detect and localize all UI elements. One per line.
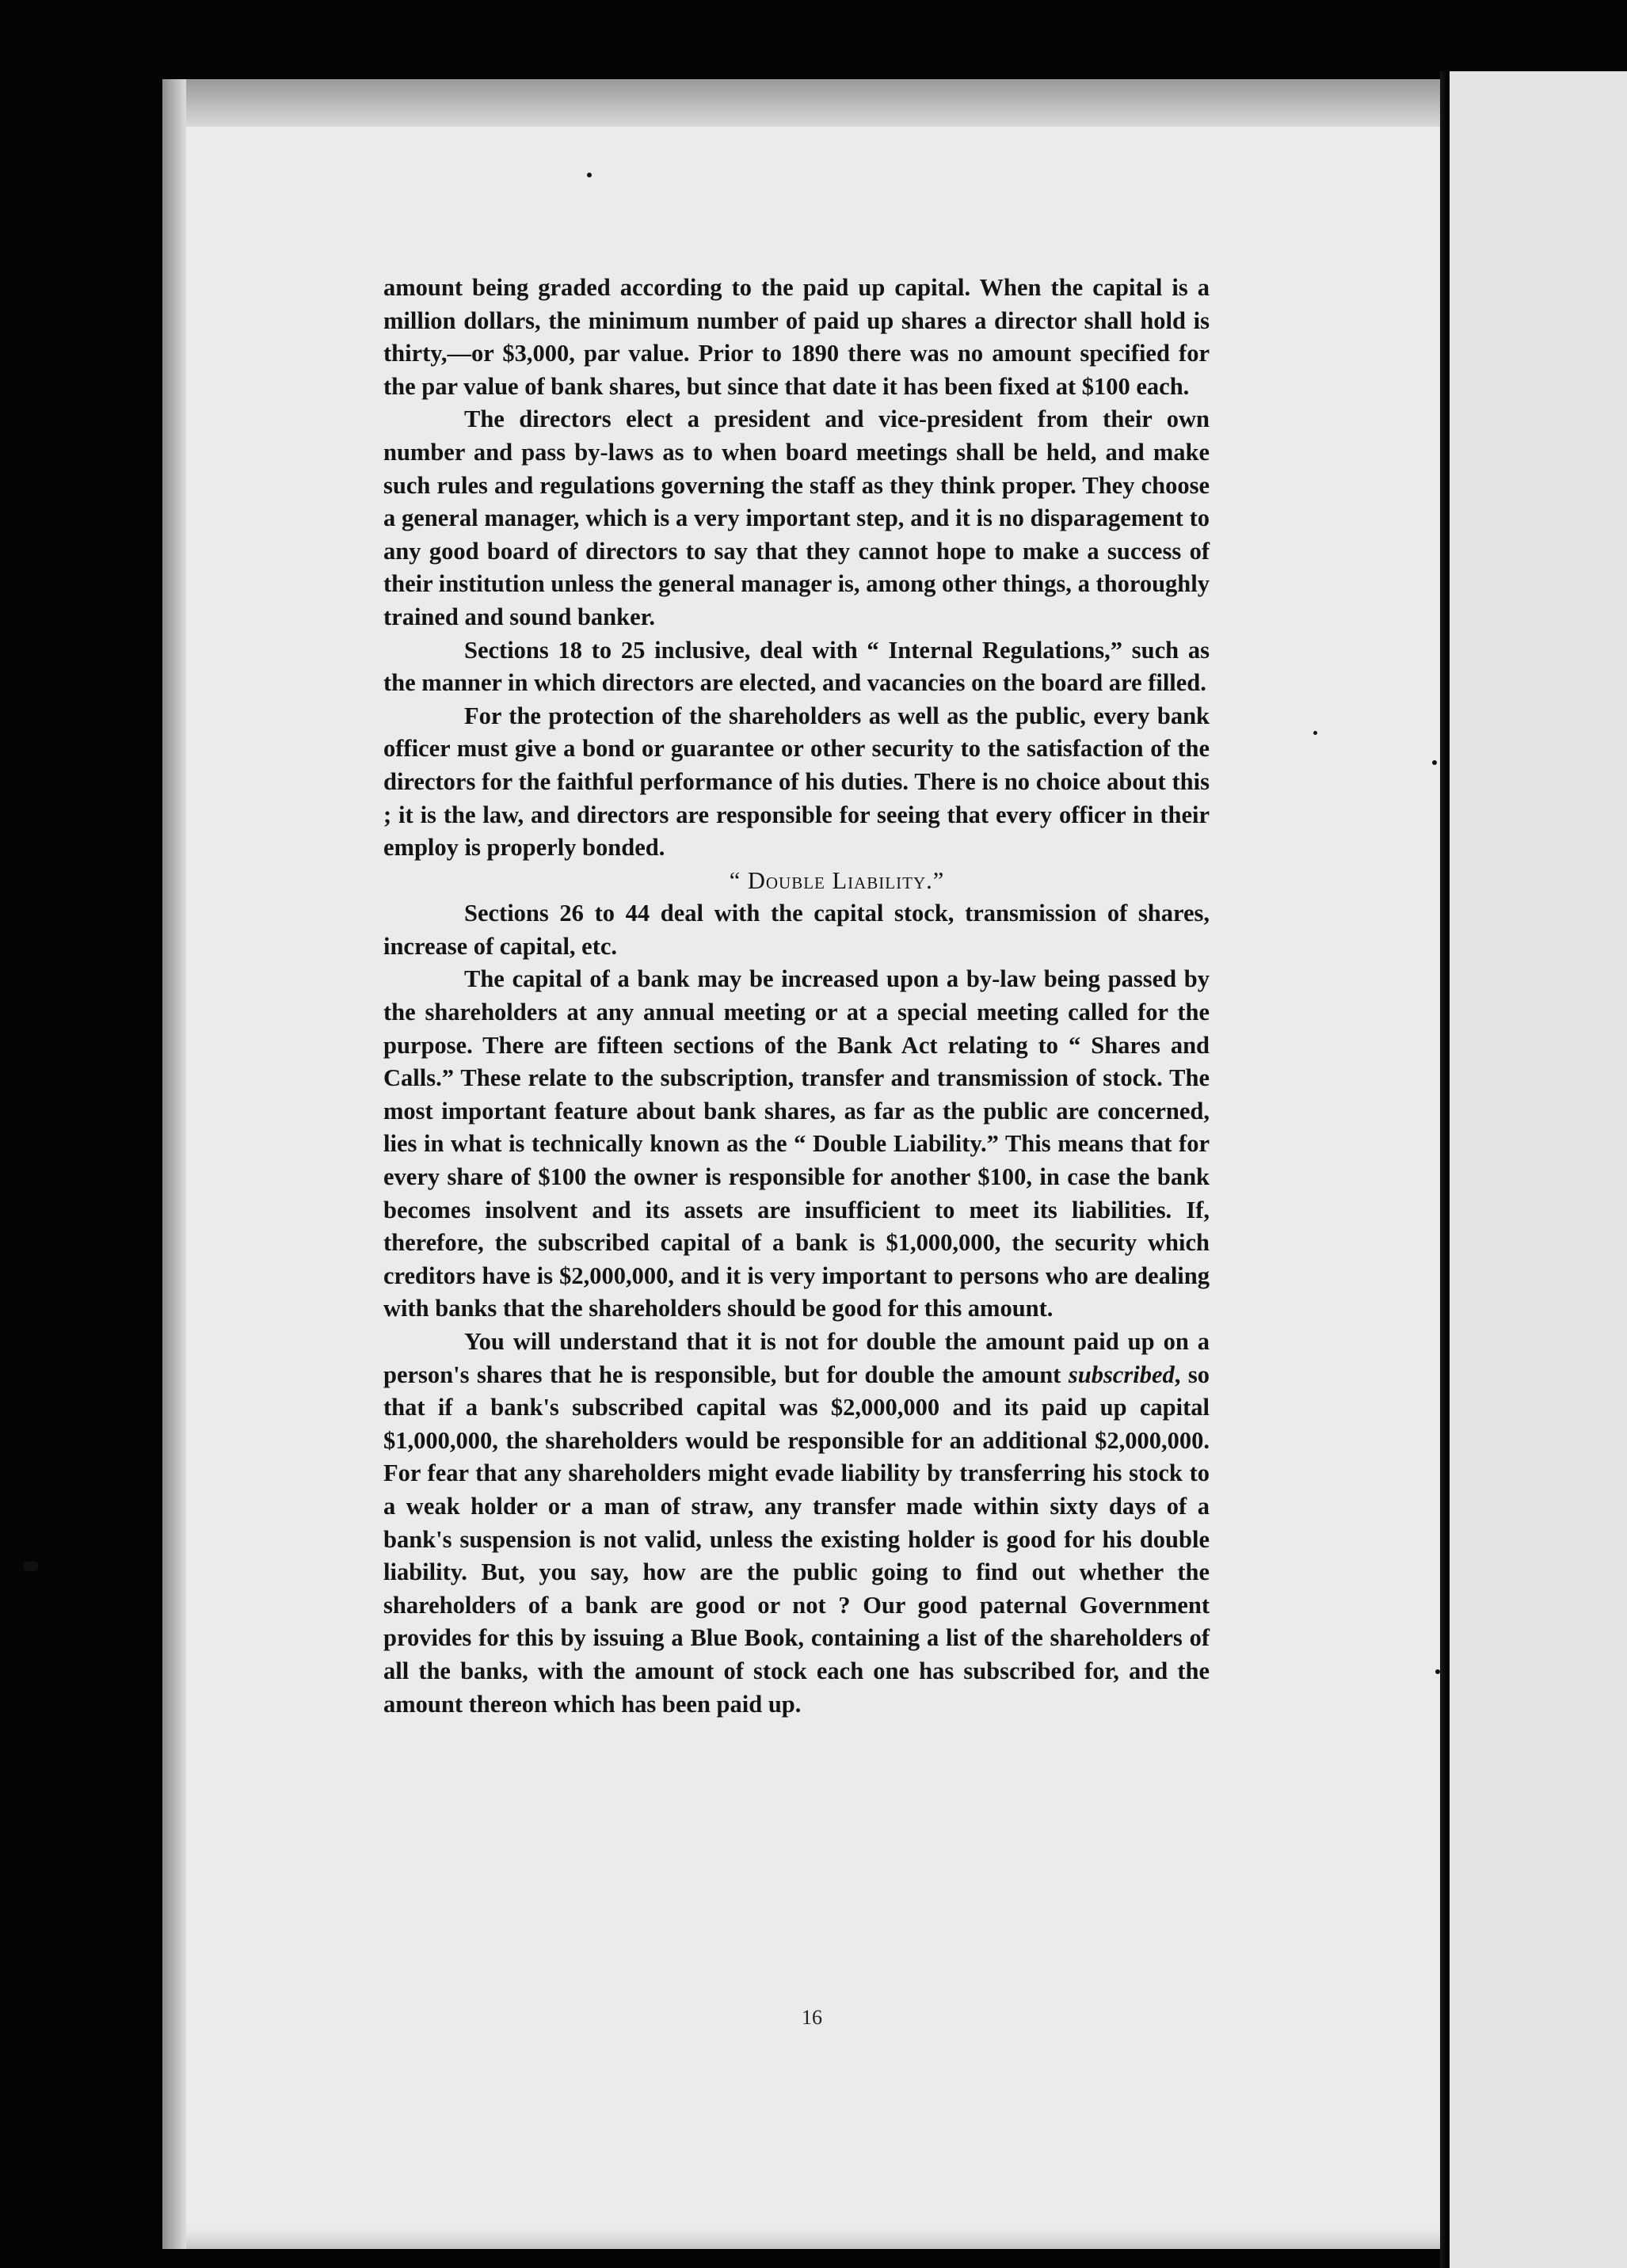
paragraph: The directors elect a president and vice-president from their own number and pass by-laws as to when board meetings shall be held, and make such rules and regulations governing the staff as they think proper. They choose a general manager, which is a very important step, and it is no disparagement to any good board of directors to say that they cannot hope to make a success of their institution unless the general manager is, among other things, a thoroughly trained and sound banker. [383, 405, 1210, 630]
scan-speck [1432, 760, 1437, 765]
emphasis-text: subscribed [1068, 1360, 1175, 1388]
paragraph: The capital of a bank may be increased upon a by-law being passed by the shareholders at any annual meeting or at a special meeting called for the purpose. There are fifteen sections of the Bank Act relating to “ Shares and Calls.” These relate to the subscription, transfer and transmission of stock. The most important feature about bank shares, as far as the public are concerned, lies in what is technically known as the “ Double Liability.” This means that for every share of $100 the owner is responsible for another $100, in case the bank becomes insolvent and its assets are insufficient to meet its liabilities. If, therefore, the subscribed capital of a bank is $1,000,000, the security which creditors have is $2,000,000, and it is very important to persons who are dealing with banks that the shareholders should be good for this amount. [383, 965, 1210, 1322]
scan-speck [1435, 1669, 1440, 1674]
paragraph: Sections 26 to 44 deal with the capital stock, transmission of shares, increase of capital, etc. [383, 900, 1210, 960]
paragraph [383, 1326, 1210, 1721]
page-top-edge [162, 79, 1469, 127]
paragraph: For the protection of the shareholders as well as the public, every bank officer must give a bond or guarantee or other security to the satisfaction of the directors for the faithful performance of his duties. There is no choice about this ; it is the law, and directors are responsible for seeing that every officer in their employ is properly bonded. [383, 702, 1210, 862]
scan-speck [24, 1562, 38, 1571]
paragraph-text: , so that if a bank's subscribed capital was $2,000,000 and its paid up capital $1,000,000, the shareholders would be responsible for an additional $2,000,000. For fear that any shareholders might evade liability by transferring his stock to a weak holder or a man of straw, any transfer made within sixty days of a bank's suspension is not valid, unless the existing holder is good for his double liability. But, you say, how are the public going to find out whether the shareholders of a bank are good or not ? Our good paternal Government provides for this by issuing a Blue Book, containing a list of the shareholders of all the banks, with the amount of stock each one has subscribed for, and the amount thereon which has been paid up. [383, 1360, 1210, 1718]
body-text [383, 272, 1210, 1721]
page-number: 16 [802, 2006, 822, 2029]
scan-speck [587, 173, 592, 177]
paragraph: amount being graded according to the paid up capital. When the capital is a million dollars, the minimum number of paid up shares a director shall hold is thirty,—or $3,000, par value. Prior to 1890 there was no amount specified for the par value of bank shares, but since that date it has been fixed at $100 each. [383, 274, 1210, 400]
facing-page-edge [1450, 71, 1627, 2268]
section-heading: “ Double Liability.” [729, 866, 945, 894]
page-left-edge [162, 79, 186, 2249]
paragraph: Sections 18 to 25 inclusive, deal with “ Internal Regulations,” such as the manner in which directors are elected, and vacancies on the board are filled. [383, 636, 1210, 697]
scan-speck [1313, 731, 1317, 735]
paragraph-text: You will understand that it is not for double the amount paid up on a person's shares that he is responsible, but for double the amount [383, 1328, 1210, 1388]
